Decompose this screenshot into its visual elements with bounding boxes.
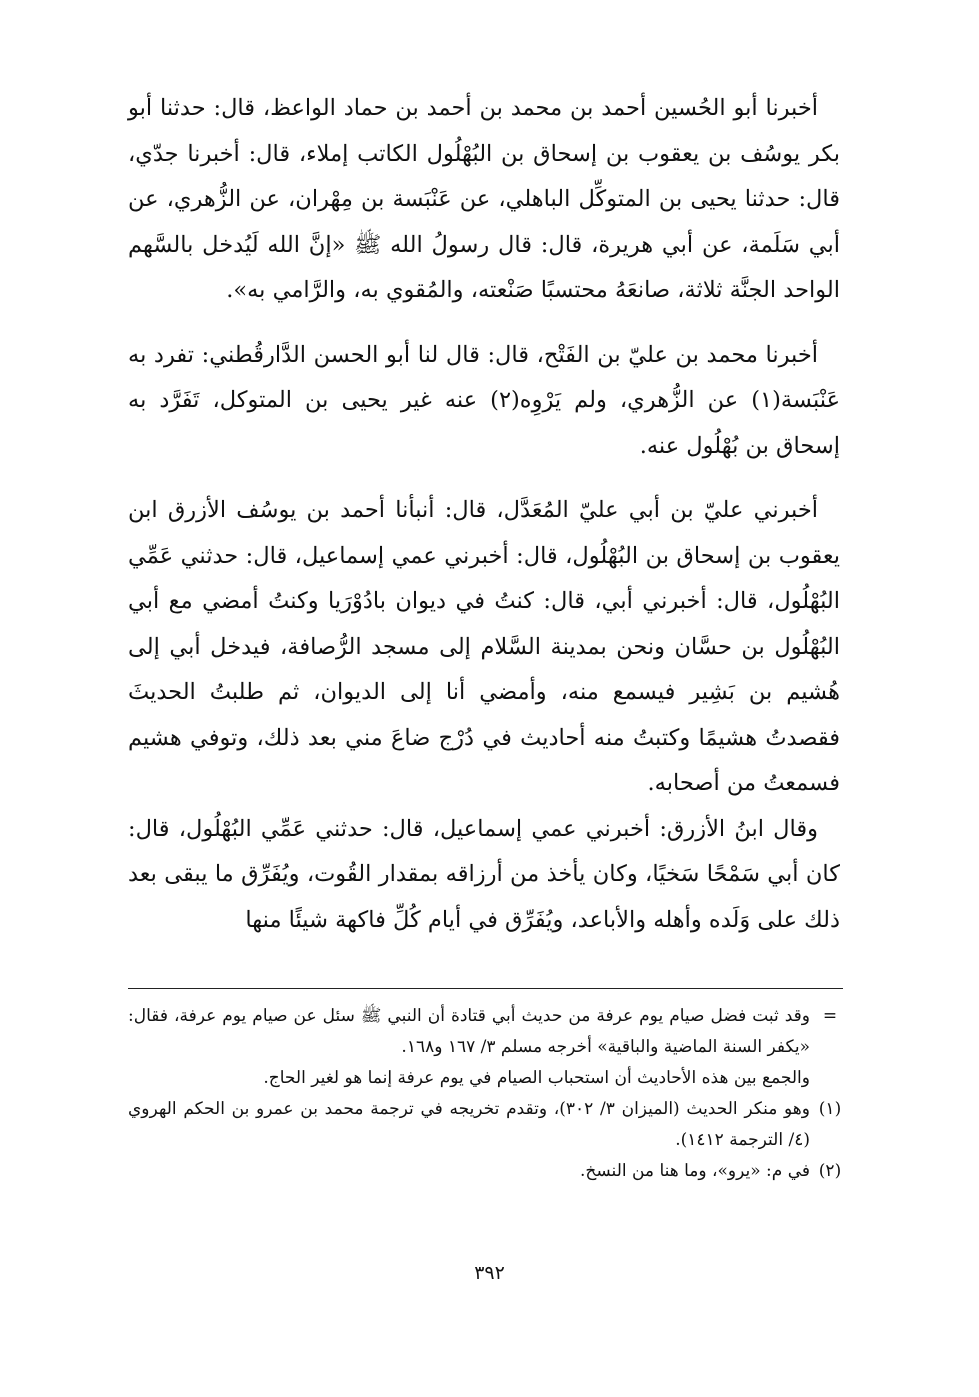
footnote-divider bbox=[128, 988, 843, 989]
text-line: وقال ابنُ الأزرق: أخبرني عمي إسماعيل، قال: حدثني عَمِّي البُهْلُول، bbox=[178, 815, 819, 842]
paragraph bbox=[128, 807, 840, 944]
footnote-1 bbox=[128, 1094, 846, 1156]
footnote-line: وهو منكر الحديث (الميزان ٣/ ٣٠٢)، وتقدم تخريجه في ترجمة محمد بن عمرو بن bbox=[231, 1099, 810, 1119]
text-line: حدثنا أبو بكر يوسُف بن يعقوب بن إسحاق بن البُهْلُول الكاتب إملاء، قال: bbox=[128, 95, 841, 167]
footnote-text bbox=[128, 1001, 810, 1063]
text-line: أخبرني عليّ بن أبي عليّ المُعَدَّل، قال: أنبأنا أحمد بن يوسُف الأزرق bbox=[167, 497, 818, 523]
footnote-number: (١) bbox=[818, 1099, 842, 1119]
footnote-line: والجمع بين هذه الأحاديث أن استحباب الصيام في يوم عرفة إنما هو لغير الحاج. bbox=[263, 1068, 810, 1088]
text-line: يبقى بعد ذلك على وَلَده وأهله والأباعد، ويُفَرِّق في أيام كُلِّ فاكهة شيئًا منها bbox=[128, 861, 840, 933]
page-number: ٣٩٢ bbox=[474, 1262, 505, 1284]
text-line: قال: كان أبي سَمْحًا سَخيًا، وكان يأخذ من أرزاقه بمقدار القُوت، ويُفَرِّق ما bbox=[128, 815, 840, 887]
text-line: ابن يعقوب بن إسحاق بن البُهْلُول، قال: أخبرني عمي إسماعيل، قال: bbox=[128, 497, 840, 569]
footnote-line: عرفة، فقال: «يكفر السنة الماضية والباقية» أخرجه مسلم ٣/ ١٦٧ و١٦٨. bbox=[128, 1006, 810, 1057]
text-line: أخبرنا جدّي، قال: حدثنا يحيى بن المتوكِّل الباهلي، عن عَنْبَسة بن مِهْران، bbox=[128, 140, 840, 212]
text-line: وتوفي هشيم فسمعتُ من أصحابه. bbox=[128, 724, 840, 796]
footnote-line: الحكم الهروي (٤/ الترجمة ١٤١٢). bbox=[128, 1099, 810, 1150]
footnote-line: في م: «يرو»، وما هنا من النسخ. bbox=[580, 1161, 810, 1181]
text-line: حدثني عَمِّي البُهْلُول، قال: أخبرني أبي، قال: كنتُ في ديوان بادُوْرَيا وكنتُ bbox=[128, 542, 841, 614]
text-line: الحديثَ فقصدتُ هشيمًا وكتبتُ منه أحاديث في دُرْج ضاعَ مني بعد ذلك، bbox=[128, 679, 840, 751]
main-text bbox=[128, 86, 840, 943]
text-line: أمضي مع أبي البُهْلُول بن حسَّان ونحن بمدينة السَّلام إلى مسجد الرُّصافة، bbox=[128, 588, 841, 660]
footnotes bbox=[128, 1001, 846, 1187]
footnote-number: (٢) bbox=[818, 1161, 842, 1181]
footnote-line: وقد ثبت فضل صيام يوم عرفة من حديث أبي قتادة أن النبي ﷺ سئل عن صيام يوم bbox=[222, 1006, 811, 1026]
footnote-2 bbox=[128, 1156, 846, 1187]
text-line: إسحاق بن بُهْلُول عنه. bbox=[639, 432, 840, 459]
paragraph bbox=[128, 86, 840, 314]
text-line: والرَّامي به». bbox=[226, 277, 347, 303]
paragraph bbox=[128, 488, 840, 807]
footnote-text bbox=[128, 1094, 810, 1156]
continuation-marker: = bbox=[822, 1006, 838, 1026]
text-line: أخبرنا محمد بن عليّ بن الفَتْح، قال: قال لنا أبو الحسن الدَّارقُطني: bbox=[201, 341, 818, 368]
footnote-continuation bbox=[128, 1001, 846, 1094]
footnote-text bbox=[128, 1063, 810, 1094]
text-line: عن الزُّهري، عن أبي سَلَمة، عن أبي هريرة، قال: قال رسولُ الله ﷺ «إنَّ الله bbox=[128, 186, 840, 258]
text-line: فيدخل أبي إلى هُشيم بن بَشِير فيسمع منه، وأمضي أنا إلى الديوان، ثم طلبتُ bbox=[128, 633, 840, 705]
paragraph bbox=[128, 333, 840, 470]
text-line: أخبرنا أبو الحُسين أحمد بن محمد بن أحمد بن حماد الواعظ، قال: bbox=[213, 95, 818, 121]
text-line: لَيُدخل بالسَّهم الواحد الجنَّة ثلاثة، صانعَهُ محتسبًا صَنْعته، والمُقوي به، bbox=[128, 231, 840, 303]
text-line: تفرد به عَنْبَسة(١) عن الزُّهري، ولم يَرْوِه(٢) عنه غير يحيى بن المتوكل، تَفَرَّد به bbox=[128, 341, 840, 413]
footnote-text bbox=[128, 1156, 810, 1187]
